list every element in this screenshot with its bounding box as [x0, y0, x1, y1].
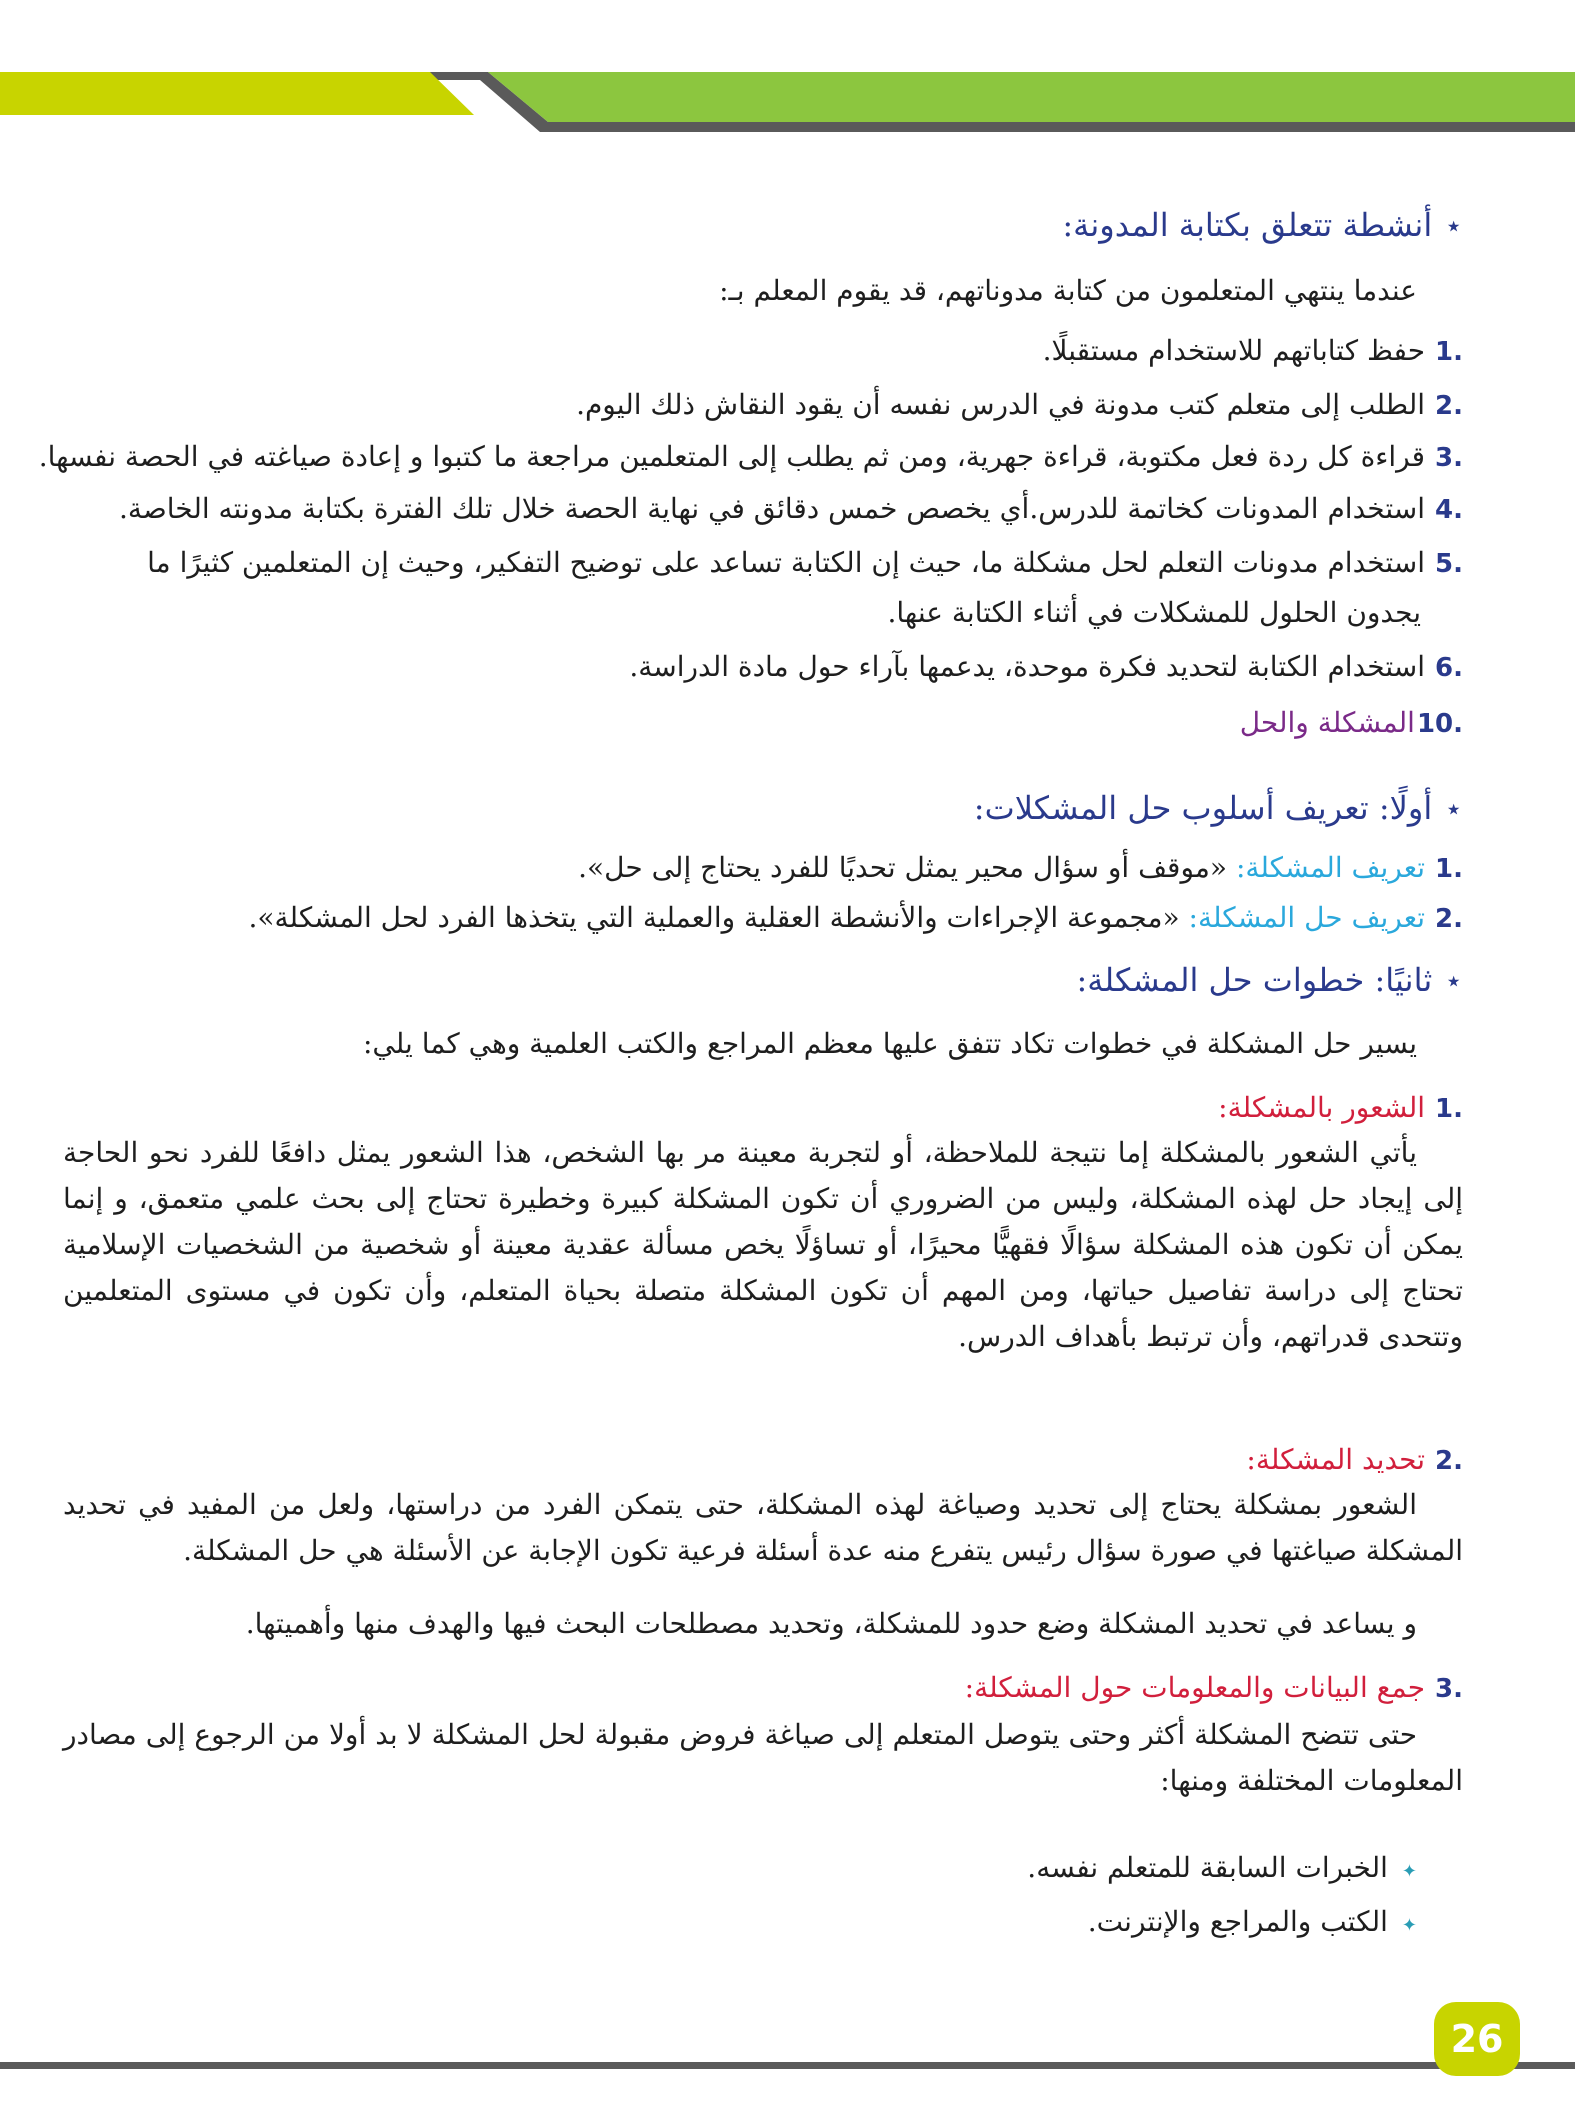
list-item: ✦الخبرات السابقة للمتعلم نفسه. [1027, 1851, 1417, 1884]
first-heading: ⋆أولًا: تعريف أسلوب حل المشكلات: [973, 789, 1463, 827]
list-item: ✦الكتب والمراجع والإنترنت. [1087, 1905, 1417, 1938]
star-bullet-icon: ⋆ [1444, 792, 1463, 827]
page-number: 26 [1450, 2017, 1504, 2061]
list-item: 1.تعريف المشكلة: «موقف أو سؤال محير يمثل تحديًا للفرد يحتاج إلى حل». [578, 851, 1463, 884]
step-title: 3.جمع البيانات والمعلومات حول المشكلة: [964, 1671, 1463, 1704]
list-item: 6.استخدام الكتابة لتحديد فكرة موحدة، يدعمها بآراء حول مادة الدراسة. [629, 650, 1463, 683]
step2-body2: و يساعد في تحديد المشكلة وضع حدود للمشكلة، وتحديد مصطلحات البحث فيها والهدف منها وأهميتها. [245, 1607, 1417, 1640]
list-item: 2.تعريف حل المشكلة: «مجموعة الإجراءات والأنشطة العقلية والعملية التي يتخذها الفرد لحل المشكلة». [248, 901, 1463, 934]
bullet-icon: ✦ [1401, 1861, 1417, 1882]
list-item: 4.استخدام المدونات كخاتمة للدرس.أي يخصص خمس دقائق في نهاية الحصة خلال تلك الفترة بكتابة مدونته الخاصة. [119, 492, 1463, 525]
section1-intro: عندما ينتهي المتعلمون من كتابة مدوناتهم، قد يقوم المعلم بـ: [719, 274, 1417, 307]
step3-body: حتى تتضح المشكلة أكثر وحتى يتوصل المتعلم إلى صياغة فروض مقبولة لحل المشكلة لا بد أولا من الرجوع إلى مصادر المعلومات المختلفة ومنها: [63, 1718, 1463, 1797]
star-bullet-icon: ⋆ [1444, 209, 1463, 244]
star-bullet-icon: ⋆ [1444, 964, 1463, 999]
step2-body: الشعور بمشكلة يحتاج إلى تحديد وصياغة لهذه المشكلة، حتى يتمكن الفرد من دراستها، ولعل من المفيد في تحديد المشكلة صياغتها في صورة سؤال رئيس يتفرع منه عدة أسئلة فرعية تكون الإجابة عن الأسئلة هي حل المشكلة. [63, 1488, 1463, 1567]
step-title: 1.الشعور بالمشكلة: [1218, 1091, 1463, 1124]
second-heading: ⋆ثانيًا: خطوات حل المشكلة: [1076, 961, 1463, 999]
list-item: 1.حفظ كتاباتهم للاستخدام مستقبلًا. [1042, 334, 1463, 367]
top-banner [0, 0, 1575, 140]
top-banner-green [488, 72, 1575, 122]
list-item: 5.استخدام مدونات التعلم لحل مشكلة ما، حيث إن الكتابة تساعد على توضيح التفكير، وحيث إن المتعلمين كثيرًا ما [147, 546, 1463, 579]
bullet-icon: ✦ [1401, 1915, 1417, 1936]
footer-line [0, 2062, 1575, 2069]
list-item-continuation: يجدون الحلول للمشكلات في أثناء الكتابة عنها. [887, 596, 1421, 629]
list-item: 3.قراءة كل ردة فعل مكتوبة، قراءة جهرية، ومن ثم يطلب إلى المتعلمين مراجعة ما كتبوا و إعادة صياغته في الحصة نفسها. [38, 440, 1463, 473]
step-title: 2.تحديد المشكلة: [1246, 1443, 1463, 1476]
page-number-badge [1434, 2002, 1520, 2076]
list-item: 2.الطلب إلى متعلم كتب مدونة في الدرس نفسه أن يقود النقاش ذلك اليوم. [576, 388, 1463, 421]
step1-body: يأتي الشعور بالمشكلة إما نتيجة للملاحظة، أو لتجربة معينة مر بها الشخص، هذا الشعور يمثل دافعًا للفرد نحو الحاجة إلى إيجاد حل لهذه المشكلة، وليس من الضروري أن تكون المشكلة كبيرة وخطيرة تحتاج إلى بحث علمي متعمق، و إنما يمكن أن تكون هذه المشكلة سؤالًا فقهيًّا محيرًا، أو تساؤلًا يخص مسألة عقدية معينة أو شخصية من الشخصيات الإسلامية تحتاج إلى دراسة تفاصيل حياتها، ومن المهم أن تكون المشكلة متصلة بحياة المتعلم، وأن تكون في مستوى المتعلمين وتتحدى قدراتهم، وأن ترتبط بأهداف الدرس. [63, 1136, 1463, 1353]
second-intro: يسير حل المشكلة في خطوات تكاد تتفق عليها معظم المراجع والكتب العلمية وهي كما يلي: [362, 1027, 1417, 1060]
top-banner-lime [0, 72, 474, 115]
section1-heading: ⋆أنشطة تتعلق بكتابة المدونة: [1062, 206, 1463, 244]
section10-title: 10.المشكلة والحل [1239, 706, 1463, 739]
